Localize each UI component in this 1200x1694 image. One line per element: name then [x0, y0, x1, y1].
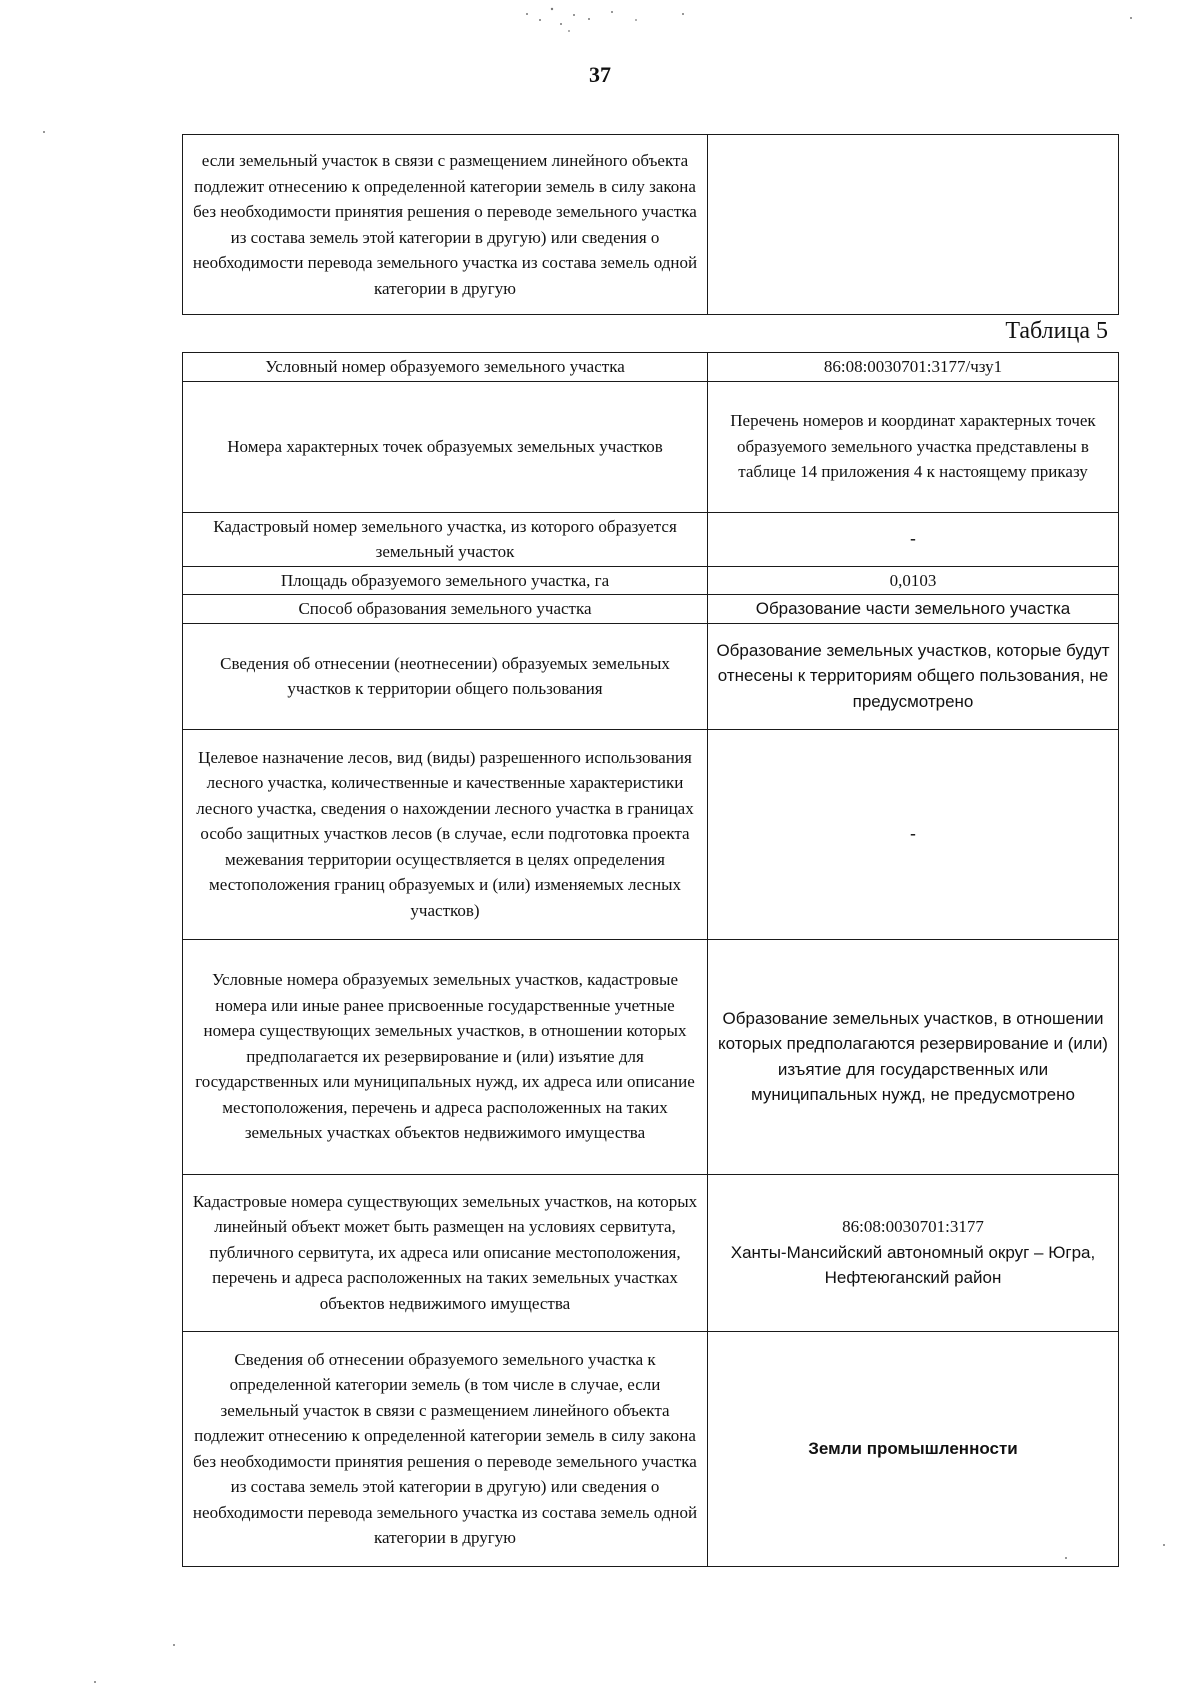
row-label: Способ образования земельного участка: [183, 595, 708, 624]
row-label: Кадастровый номер земельного участка, из которого образуется земельный участок: [183, 512, 708, 566]
row-label: Целевое назначение лесов, вид (виды) разрешенного использования лесного участка, количественные и качественные характеристики лесного участка, сведения о нахождении лесного участка в границах особо защитных участков лесов (в случае, если подготовка проекта межевания территории осуществляется в целях определения местоположения границ образуемых и (или) изменяемых лесных участков): [183, 729, 708, 939]
page-number: 37: [589, 62, 611, 87]
table-row: [183, 135, 1119, 315]
table-row: [183, 1331, 1119, 1566]
row-value: -: [708, 512, 1119, 566]
parcel-table: [182, 352, 1119, 1567]
table-row: [183, 381, 1119, 512]
table-caption: Таблица 5: [1005, 318, 1108, 344]
row-label: Сведения об отнесении образуемого земельного участка к определенной категории земель (в том числе в случае, если земельный участок в связи с размещением линейного объекта подлежит отнесению к определенной категории земель в силу закона без необходимости принятия решения о переводе земельного участка из состава земель этой категории в другую) или сведения о необходимости перевода земельного участка из состава земель одной категории в другую: [183, 1331, 708, 1566]
row-value: Земли промышленности: [708, 1331, 1119, 1566]
table-row: [183, 1174, 1119, 1331]
row-value: Перечень номеров и координат характерных точек образуемого земельного участка представлены в таблице 14 приложения 4 к настоящему приказу: [708, 381, 1119, 512]
row-label: Условные номера образуемых земельных участков, кадастровые номера или иные ранее присвоенные государственные учетные номера существующих земельных участков, в отношении которых предполагается их резервирование и (или) изъятие для государственных или муниципальных нужд, их адреса или описание местоположения, перечень и адреса расположенных на таких земельных участках объектов недвижимого имущества: [183, 939, 708, 1174]
table-row: [183, 512, 1119, 566]
row-value: 0,0103: [708, 566, 1119, 595]
table-row: [183, 353, 1119, 382]
row-value: -: [708, 729, 1119, 939]
table-row: [183, 566, 1119, 595]
row-label: Площадь образуемого земельного участка, га: [183, 566, 708, 595]
row-value: Образование земельных участков, в отношении которых предполагаются резервирование и (или) изъятие для государственных или муниципальных нужд, не предусмотрено: [708, 939, 1119, 1174]
continuation-table: [182, 134, 1119, 315]
row-label: Кадастровые номера существующих земельных участков, на которых линейный объект может быть размещен на условиях сервитута, публичного сервитута, их адреса или описание местоположения, перечень и адреса расположенных на таких земельных участках объектов недвижимого имущества: [183, 1174, 708, 1331]
row-value: Образование земельных участков, которые будут отнесены к территориям общего пользования, не предусмотрено: [708, 623, 1119, 729]
row-label: Сведения об отнесении (неотнесении) образуемых земельных участков к территории общего пользования: [183, 623, 708, 729]
row-label: Номера характерных точек образуемых земельных участков: [183, 381, 708, 512]
row-value: [708, 1174, 1119, 1331]
parcel-address: Ханты-Мансийский автономный округ – Югра, Нефтеюганский район: [730, 1242, 1096, 1288]
table-row: [183, 939, 1119, 1174]
row-label: Условный номер образуемого земельного участка: [183, 353, 708, 382]
table-row: [183, 623, 1119, 729]
row-label: если земельный участок в связи с размещением линейного объекта подлежит отнесению к определенной категории земель в силу закона без необходимости принятия решения о переводе земельного участка из состава земель этой категории в другую) или сведения о необходимости перевода земельного участка из состава земель одной категории в другую: [183, 135, 708, 315]
cadastral-number: 86:08:0030701:3177: [842, 1217, 984, 1237]
row-value: Образование части земельного участка: [708, 595, 1119, 624]
table-row: [183, 595, 1119, 624]
row-value: [708, 135, 1119, 315]
row-value: 86:08:0030701:3177/чзу1: [708, 353, 1119, 382]
table-row: [183, 729, 1119, 939]
